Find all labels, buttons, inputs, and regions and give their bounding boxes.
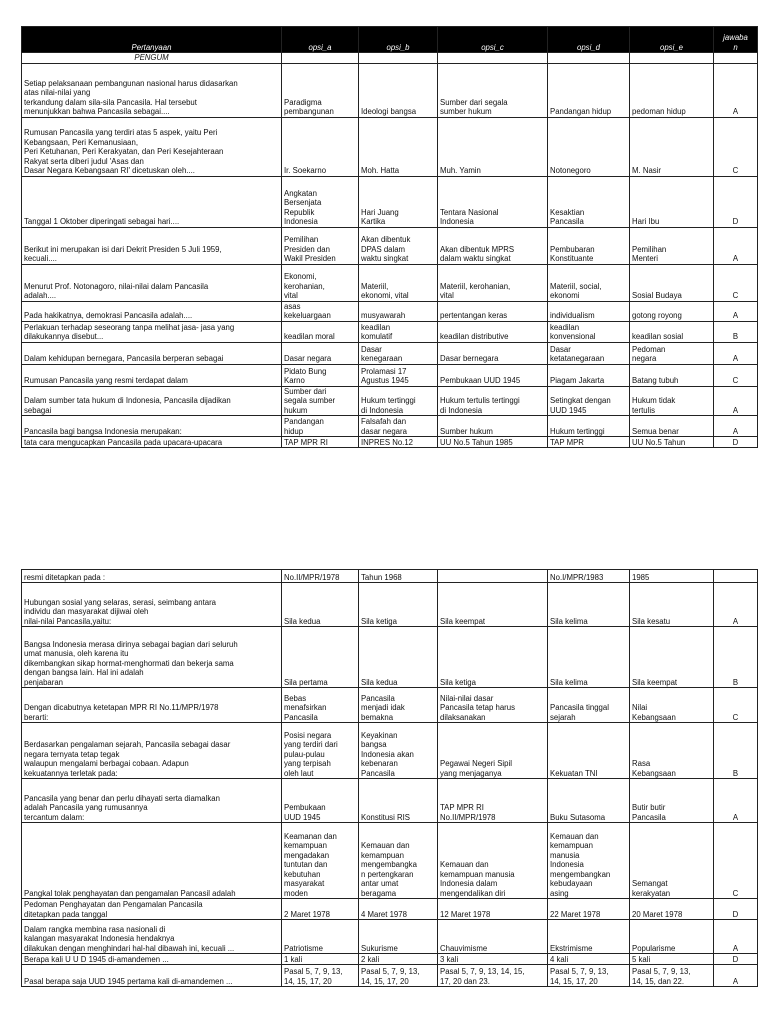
option-c-cell: UU No.5 Tahun 1985 [438,437,548,448]
answer-cell: A [714,227,758,264]
option-e-cell: Pedoman negara [630,342,714,364]
option-e-cell: pedoman hidup [630,63,714,117]
option-c-cell: Dasar bernegara [438,342,548,364]
option-a-cell: Patriotisme [282,920,359,954]
option-d-cell: Hukum tertinggi [548,416,630,437]
option-c-cell: Nilai-nilai dasar Pancasila tetap harus dilaksanakan [438,688,548,723]
option-b-cell: Konstitusi RIS [359,779,438,823]
answer-cell: B [714,321,758,342]
option-c-cell: keadilan distributive [438,321,548,342]
question-cell: Setiap pelaksanaan pembangunan nasional harus didasarkan atas nilai-nilai yang terkandung dalam sila-sila Pancasila. Hal tersebut menunjukkan bahwa Pancasila sebagai.... [22,63,282,117]
option-e-cell: M. Nasir [630,117,714,176]
answer-cell: D [714,176,758,227]
question-row [22,342,758,364]
section-row [22,53,758,64]
question-row [22,63,758,117]
option-a-cell: Posisi negara yang terdiri dari pulau-pulau yang terpisah oleh laut [282,723,359,779]
question-row [22,899,758,920]
option-e-cell: 20 Maret 1978 [630,899,714,920]
option-a-cell: 1 kali [282,954,359,965]
option-a-cell: Bebas menafsirkan Pancasila [282,688,359,723]
option-c-cell: Hukum tertulis tertinggi di Indonesia [438,386,548,416]
option-e-cell: Batang tubuh [630,364,714,386]
option-c-cell: Akan dibentuk MPRS dalam waktu singkat [438,227,548,264]
question-cell: Berdasarkan pengalaman sejarah, Pancasila sebagai dasar negara ternyata tetap tegak walaupun mengalami berbagai cobaan. Adapun kekuatannya terletak pada: [22,723,282,779]
question-cell: Menurut Prof. Notonagoro, nilai-nilai dalam Pancasila adalah.... [22,264,282,301]
header-opsi-a: opsi_a [282,27,359,53]
header-opsi-e: opsi_e [630,27,714,53]
option-a-cell: Sumber dari segala sumber hukum [282,386,359,416]
option-d-cell: No.I/MPR/1983 [548,570,630,583]
option-e-cell: Sosial Budaya [630,264,714,301]
option-a-cell: Ir. Soekarno [282,117,359,176]
option-c-cell [438,570,548,583]
question-cell: Dalam sumber tata hukum di Indonesia, Pancasila dijadikan sebagai [22,386,282,416]
option-e-cell: gotong royong [630,301,714,321]
option-a-cell: Pidato Bung Karno [282,364,359,386]
question-cell: Pancasila yang benar dan perlu dihayati serta diamalkan adalah Pancasila yang rumusannya tercantum dalam: [22,779,282,823]
option-b-cell: INPRES No.12 [359,437,438,448]
question-cell: Pada hakikatnya, demokrasi Pancasila adalah.... [22,301,282,321]
question-row [22,627,758,688]
option-a-cell: asas kekeluargaan [282,301,359,321]
option-b-cell: Materiil, ekonomi, vital [359,264,438,301]
option-d-cell: Kekuatan TNI [548,723,630,779]
option-a-cell: Ekonomi, kerohanian, vital [282,264,359,301]
answer-cell: A [714,301,758,321]
option-a-cell: 2 Maret 1978 [282,899,359,920]
option-c-cell: Tentara Nasional Indonesia [438,176,548,227]
option-d-cell: 22 Maret 1978 [548,899,630,920]
option-c-cell: Sumber hukum [438,416,548,437]
option-b-cell: 4 Maret 1978 [359,899,438,920]
option-c-cell: Pembukaan UUD 1945 [438,364,548,386]
answer-cell: C [714,117,758,176]
option-a-cell: Pembukaan UUD 1945 [282,779,359,823]
question-row [22,823,758,899]
answer-cell: A [714,342,758,364]
question-row [22,117,758,176]
option-c-cell: Materiil, kerohanian, vital [438,264,548,301]
option-e-cell: Pasal 5, 7, 9, 13, 14, 15, dan 22. [630,965,714,987]
option-d-cell: 4 kali [548,954,630,965]
option-a-cell: TAP MPR RI [282,437,359,448]
option-d-cell: Sila kelima [548,583,630,627]
option-b-cell: Dasar kenegaraan [359,342,438,364]
answer-cell: C [714,688,758,723]
question-cell: Tanggal 1 Oktober diperingati sebagai hari.... [22,176,282,227]
answer-cell: A [714,779,758,823]
option-e-cell: Sila keempat [630,627,714,688]
answer-cell: A [714,63,758,117]
option-d-cell: keadilan konvensional [548,321,630,342]
option-d-cell: individualism [548,301,630,321]
answer-cell [714,570,758,583]
option-c-cell: 3 kali [438,954,548,965]
header-pertanyaan: Pertanyaan [22,27,282,53]
option-e-cell: Hukum tidak tertulis [630,386,714,416]
question-cell: Rumusan Pancasila yang terdiri atas 5 aspek, yaitu Peri Kebangsaan, Peri Kemanusiaan, Peri Ketuhanan, Peri Kerakyatan, dan Peri Kesejahteraan Rakyat serta diberi judul 'Asas dan Dasar Negara Kebangsaan RI' dicetuskan oleh.... [22,117,282,176]
question-cell: Berapa kali U U D 1945 di-amandemen ... [22,954,282,965]
question-row [22,301,758,321]
question-cell: Perlakuan terhadap seseorang tanpa melihat jasa- jasa yang dilakukannya disebut... [22,321,282,342]
question-cell: Hubungan sosial yang selaras, serasi, seimbang antara individu dan masyarakat dijiwai oleh nilai-nilai Pancasila,yaitu: [22,583,282,627]
option-d-cell: Kemauan dan kemampuan manusia Indonesia mengembangkan kebudayaan asing [548,823,630,899]
option-e-cell: Semangat kerakyatan [630,823,714,899]
option-a-cell: keadilan moral [282,321,359,342]
option-e-cell: 1985 [630,570,714,583]
option-e-cell: Semua benar [630,416,714,437]
option-a-cell: Paradigma pembangunan [282,63,359,117]
answer-cell: A [714,965,758,987]
option-c-cell: 12 Maret 1978 [438,899,548,920]
question-row [22,779,758,823]
answer-cell: A [714,583,758,627]
option-d-cell: Piagam Jakarta [548,364,630,386]
option-e-cell: Popularisme [630,920,714,954]
option-b-cell: Pancasila menjadi idak bemakna [359,688,438,723]
answer-cell: A [714,416,758,437]
option-b-cell: Sukurisme [359,920,438,954]
question-cell: resmi ditetapkan pada : [22,570,282,583]
option-a-cell: Pasal 5, 7, 9, 13, 14, 15, 17, 20 [282,965,359,987]
question-row [22,570,758,583]
option-b-cell: Keyakinan bangsa Indonesia akan kebenaran Pancasila [359,723,438,779]
option-e-cell: Hari Ibu [630,176,714,227]
option-a-cell: Sila kedua [282,583,359,627]
option-d-cell: Materiil, social, ekonomi [548,264,630,301]
question-row [22,176,758,227]
question-row [22,965,758,987]
option-d-cell: Pandangan hidup [548,63,630,117]
answer-cell: B [714,723,758,779]
option-e-cell: Nilai Kebangsaan [630,688,714,723]
option-e-cell: Rasa Kebangsaan [630,723,714,779]
option-b-cell: keadilan komulatif [359,321,438,342]
question-row [22,583,758,627]
header-opsi-c: opsi_c [438,27,548,53]
answer-cell: D [714,899,758,920]
answer-cell: A [714,920,758,954]
question-cell: Pasal berapa saja UUD 1945 pertama kali di-amandemen ... [22,965,282,987]
option-e-cell: keadilan sosial [630,321,714,342]
option-d-cell: Pembubaran Konstituante [548,227,630,264]
question-cell: Bangsa Indonesia merasa dirinya sebagai bagian dari seluruh umat manusia, oleh karena itu dikembangkan sikap hormat-menghormati dan bekerja sama dengan bangsa lain. Hal ini adalah penjabaran [22,627,282,688]
option-b-cell: musyawarah [359,301,438,321]
answer-cell: A [714,386,758,416]
option-b-cell: Akan dibentuk DPAS dalam waktu singkat [359,227,438,264]
answer-cell: B [714,627,758,688]
option-b-cell: 2 kali [359,954,438,965]
section-label: PENGUM [22,53,282,64]
option-e-cell: Pemilihan Menteri [630,227,714,264]
option-a-cell: No.II/MPR/1978 [282,570,359,583]
option-d-cell: Notonegoro [548,117,630,176]
question-row [22,386,758,416]
option-b-cell: Pasal 5, 7, 9, 13, 14, 15, 17, 20 [359,965,438,987]
option-a-cell: Sila pertama [282,627,359,688]
question-cell: Rumusan Pancasila yang resmi terdapat dalam [22,364,282,386]
option-b-cell: Sila ketiga [359,583,438,627]
option-e-cell: UU No.5 Tahun [630,437,714,448]
option-e-cell: Butir butir Pancasila [630,779,714,823]
question-row [22,227,758,264]
question-row [22,920,758,954]
option-a-cell: Pemilihan Presiden dan Wakil Presiden [282,227,359,264]
answer-cell: C [714,264,758,301]
option-a-cell: Keamanan dan kemampuan mengadakan tuntutan dan kebutuhan masyarakat moden [282,823,359,899]
answer-cell: C [714,364,758,386]
option-c-cell: Muh. Yamin [438,117,548,176]
option-c-cell: Sila keempat [438,583,548,627]
option-b-cell: Prolamasi 17 Agustus 1945 [359,364,438,386]
option-d-cell: Buku Sutasoma [548,779,630,823]
question-cell: Dalam rangka membina rasa nasionali di kalangan masyarakat Indonesia hendaknya dilakukan dengan menghindari hal-hal dibawah ini, kecuali ... [22,920,282,954]
option-d-cell: Pancasila tinggal sejarah [548,688,630,723]
option-c-cell: Pegawai Negeri Sipil yang menjaganya [438,723,548,779]
option-d-cell: Setingkat dengan UUD 1945 [548,386,630,416]
question-cell: Pedoman Penghayatan dan Pengamalan Pancasila ditetapkan pada tanggal [22,899,282,920]
option-c-cell: Sumber dari segala sumber hukum [438,63,548,117]
option-d-cell: Ekstrimisme [548,920,630,954]
option-b-cell: Hukum tertinggi di Indonesia [359,386,438,416]
quiz-table-bottom [21,569,758,987]
option-a-cell: Pandangan hidup [282,416,359,437]
option-d-cell: TAP MPR [548,437,630,448]
option-e-cell: Sila kesatu [630,583,714,627]
header-jawaban: jawaba n [714,27,758,53]
question-row [22,437,758,448]
option-c-cell: TAP MPR RI No.II/MPR/1978 [438,779,548,823]
question-row [22,416,758,437]
option-c-cell: Chauvimisme [438,920,548,954]
option-c-cell: pertentangan keras [438,301,548,321]
header-row [22,27,758,53]
option-b-cell: Tahun 1968 [359,570,438,583]
answer-cell: C [714,823,758,899]
question-row [22,321,758,342]
option-d-cell: Kesaktian Pancasila [548,176,630,227]
question-cell: Dengan dicabutnya ketetapan MPR RI No.11/MPR/1978 berarti: [22,688,282,723]
option-b-cell: Sila kedua [359,627,438,688]
question-row [22,723,758,779]
option-d-cell: Dasar ketatanegaraan [548,342,630,364]
answer-cell: D [714,437,758,448]
question-cell: Berikut ini merupakan isi dari Dekrit Presiden 5 Juli 1959, kecuali.... [22,227,282,264]
question-cell: Pancasila bagi bangsa Indonesia merupakan: [22,416,282,437]
option-d-cell: Pasal 5, 7, 9, 13, 14, 15, 17, 20 [548,965,630,987]
option-c-cell: Sila ketiga [438,627,548,688]
question-cell: tata cara mengucapkan Pancasila pada upacara-upacara [22,437,282,448]
question-row [22,364,758,386]
question-cell: Pangkal tolak penghayatan dan pengamalan Pancasil adalah [22,823,282,899]
option-b-cell: Moh. Hatta [359,117,438,176]
quiz-table-top [21,26,758,448]
header-opsi-d: opsi_d [548,27,630,53]
question-row [22,954,758,965]
option-b-cell: Falsafah dan dasar negara [359,416,438,437]
question-cell: Dalam kehidupan bernegara, Pancasila berperan sebagai [22,342,282,364]
option-e-cell: 5 kali [630,954,714,965]
header-opsi-b: opsi_b [359,27,438,53]
option-b-cell: Kemauan dan kemampuan mengembangka n pertengkaran antar umat beragama [359,823,438,899]
option-a-cell: Dasar negara [282,342,359,364]
question-row [22,264,758,301]
option-c-cell: Pasal 5, 7, 9, 13, 14, 15, 17, 20 dan 23. [438,965,548,987]
option-b-cell: Hari Juang Kartika [359,176,438,227]
option-a-cell: Angkatan Bersenjata Republik Indonesia [282,176,359,227]
answer-cell: D [714,954,758,965]
option-c-cell: Kemauan dan kemampuan manusia Indonesia dalam mengendalikan diri [438,823,548,899]
option-b-cell: Ideologi bangsa [359,63,438,117]
option-d-cell: Sila kelima [548,627,630,688]
question-row [22,688,758,723]
